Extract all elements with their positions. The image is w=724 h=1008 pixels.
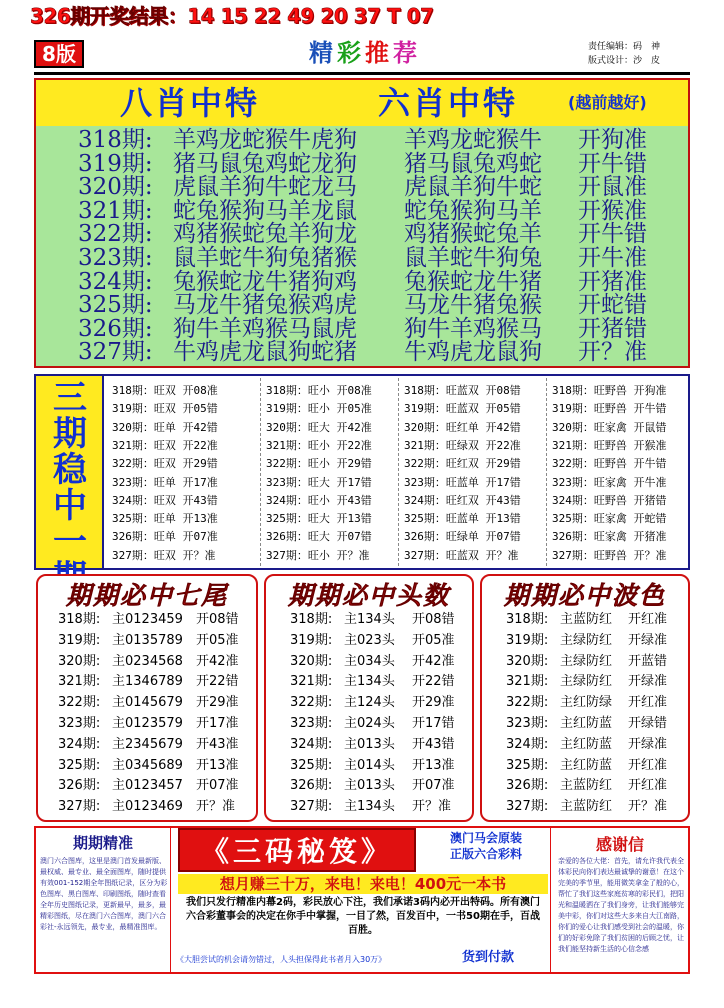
brand-char: 精: [309, 39, 337, 67]
three-period-row: 322期：旺小 开29错: [266, 457, 372, 471]
six-zodiac-pick: 马龙牛猪兔猴: [404, 292, 542, 319]
must-hit-title: 期期必中头数: [287, 581, 450, 610]
three-period-row: 325期：旺家禽 开蛇错: [552, 512, 667, 526]
pick-value: 主红防蓝: [560, 716, 613, 731]
three-period-row: 323期：旺单 开17准: [112, 475, 218, 489]
book-slogan: 想月赚三十万，来电！来电！400元一本书: [178, 874, 548, 894]
result-value: 开13准: [196, 757, 239, 773]
result-value: 开22错: [412, 674, 455, 690]
three-period-row: 325期：旺蓝单 开13错: [404, 512, 521, 526]
result-value: 开07准: [412, 778, 455, 794]
three-period-row: 326期：旺单 开07准: [112, 530, 218, 544]
pick-value: 主蓝防红: [560, 778, 613, 794]
eight-zodiac-pick: 牛鸡虎龙鼠狗蛇猪: [173, 339, 357, 366]
eight-zodiac-pick: 马龙牛猪兔猴鸡虎: [173, 292, 357, 319]
zodiac-result: 开猴准: [578, 197, 647, 224]
result-value: 开43准: [196, 736, 239, 752]
period-label: 323期:: [506, 716, 549, 731]
period-label: 319期:: [506, 632, 549, 648]
period-label: 325期:: [290, 757, 333, 773]
zodiac-result: 开蛇错: [578, 292, 647, 319]
draw-result-line: 326期开奖结果：14 15 22 49 20 37 T 07: [30, 4, 434, 28]
pick-value: 主034头: [344, 653, 395, 669]
three-period-row: 318期：旺野兽 开狗准: [552, 384, 667, 397]
period-label: 320期:: [290, 653, 333, 669]
pick-value: 主0234568: [112, 653, 183, 669]
pick-value: 主2345679: [112, 736, 183, 752]
period-label: 324期:: [506, 736, 549, 752]
pick-value: 主013头: [344, 778, 395, 794]
period-label: 321期:: [78, 197, 153, 224]
eight-zodiac-pick: 兔猴蛇龙牛猪狗鸡: [173, 268, 357, 295]
three-period-row: 326期：旺绿单 开07错: [404, 530, 521, 544]
period-label: 318期:: [78, 127, 153, 153]
result-value: 开42准: [412, 653, 455, 669]
period-label: 320期:: [78, 174, 153, 201]
zodiac-result: 开牛错: [578, 221, 647, 248]
footer-divider: [550, 828, 551, 972]
zodiac-result: 开猪错: [578, 315, 647, 342]
result-value: 开红准: [628, 778, 668, 794]
pick-value: 主134头: [344, 612, 395, 627]
period-label: 318期:: [506, 612, 549, 627]
result-value: 开43错: [412, 736, 455, 752]
pick-value: 主蓝防红: [560, 612, 613, 627]
period-label: 319期:: [58, 632, 101, 648]
result-value: 开29准: [412, 695, 455, 711]
three-period-row: 320期：旺家禽 开鼠错: [552, 420, 667, 434]
eight-zodiac-pick: 猪马鼠兔鸡蛇龙狗: [173, 150, 357, 177]
three-period-row: 323期：旺蓝单 开17错: [404, 475, 521, 489]
cash-on-delivery: 货到付款: [462, 950, 515, 965]
period-label: 321期:: [290, 674, 333, 690]
result-value: 开绿准: [628, 674, 668, 690]
title-char: 中: [53, 486, 87, 526]
six-zodiac-pick: 虎鼠羊狗牛蛇: [404, 174, 542, 201]
period-label: 327期:: [506, 799, 549, 815]
period-label: 325期:: [506, 757, 549, 773]
three-period-row: 319期：旺蓝双 开05错: [404, 402, 521, 416]
pick-value: 主014头: [344, 757, 395, 773]
pick-value: 主0123459: [112, 612, 183, 627]
three-period-row: 322期：旺红双 开29错: [404, 457, 521, 471]
eight-zodiac-pick: 鸡猪猴蛇兔羊狗龙: [173, 221, 357, 248]
pick-value: 主0135789: [112, 632, 183, 648]
result-value: 开08错: [196, 612, 239, 627]
period-label: 327期:: [290, 799, 333, 815]
period-label: 321期:: [58, 674, 101, 690]
result-value: 开13准: [412, 757, 455, 773]
period-label: 324期:: [78, 268, 153, 295]
book-title: 《三码秘笈》: [178, 828, 416, 872]
pick-value: 主红防蓝: [560, 736, 613, 752]
brand-char: 彩: [337, 39, 365, 67]
period-label: 326期:: [506, 778, 549, 794]
header-divider: [34, 72, 690, 75]
result-value: 开22错: [196, 674, 239, 690]
period-label: 320期:: [506, 653, 549, 669]
result-value: 开05准: [412, 632, 455, 648]
thanks-letter-title: 感谢信: [595, 835, 644, 854]
three-period-row: 318期：旺小 开08准: [266, 384, 372, 397]
six-zodiac-pick: 狗牛羊鸡猴马: [404, 315, 542, 342]
three-period-row: 318期：旺双 开08准: [112, 384, 218, 397]
column-divider: [260, 378, 261, 566]
result-value: 开绿准: [628, 632, 668, 648]
period-label: 320期:: [58, 653, 101, 669]
period-label: 322期:: [290, 695, 333, 711]
three-period-row: 318期：旺蓝双 开08错: [404, 384, 521, 397]
six-zodiac-pick: 鸡猪猴蛇兔羊: [404, 221, 542, 248]
three-period-row: 321期：旺野兽 开猴准: [552, 438, 667, 452]
book-subtitle-2: 正版六合彩料: [449, 847, 522, 861]
six-zodiac-pick: 蛇兔猴狗马羊: [404, 197, 542, 224]
title-char: 三: [53, 378, 87, 418]
three-period-row: 321期：旺绿双 开22准: [404, 438, 521, 452]
eight-zodiac-pick: 狗牛羊鸡猴马鼠虎: [173, 315, 357, 342]
six-zodiac-title: 六肖中特: [378, 84, 519, 122]
three-period-row: 321期：旺小 开22准: [266, 438, 372, 452]
result-value: 开绿错: [628, 716, 668, 731]
book-subtitle-1: 澳门马会原装: [449, 831, 522, 845]
pick-value: 主绿防红: [560, 653, 613, 669]
pick-value: 主134头: [344, 674, 395, 690]
zodiac-title-note: (越前越好): [568, 93, 647, 112]
pick-value: 主绿防红: [560, 674, 613, 690]
three-period-row: 322期：旺野兽 开牛错: [552, 457, 667, 471]
period-label: 327期:: [78, 339, 153, 366]
result-value: 开红准: [628, 612, 668, 627]
period-label: 322期:: [78, 221, 153, 248]
title-char: 一: [53, 522, 87, 562]
title-char: 期: [53, 414, 87, 454]
period-label: 318期:: [58, 612, 101, 627]
period-label: 321期:: [506, 674, 549, 690]
three-period-row: 327期：旺双 开？准: [112, 548, 216, 562]
period-label: 325期:: [58, 757, 101, 773]
result-value: 开？准: [628, 799, 668, 815]
eight-zodiac-pick: 羊鸡龙蛇猴牛虎狗: [173, 127, 357, 153]
eight-zodiac-pick: 虎鼠羊狗牛蛇龙马: [173, 174, 357, 201]
period-label: 324期:: [290, 736, 333, 752]
six-zodiac-pick: 兔猴蛇龙牛猪: [404, 268, 542, 295]
result-value: 开08错: [412, 612, 455, 627]
zodiac-result: 开鼠准: [578, 174, 647, 201]
period-label: 322期:: [58, 695, 101, 711]
pick-value: 主0123579: [112, 716, 183, 731]
footer-left-title: 期期精准: [72, 834, 133, 852]
period-label: 327期:: [58, 799, 101, 815]
result-value: 开42准: [196, 653, 239, 669]
page-badge: 8版: [34, 40, 84, 68]
book-note: 《大胆尝试的机会请勿错过，人头担保得此书者月入30万》: [176, 955, 387, 964]
three-period-row: 319期：旺双 开05错: [112, 402, 218, 416]
three-period-row: 319期：旺野兽 开牛错: [552, 402, 667, 416]
pick-value: 主0145679: [112, 695, 183, 711]
pick-value: 主013头: [344, 736, 395, 752]
pick-value: 主绿防红: [560, 632, 613, 648]
period-label: 324期:: [58, 736, 101, 752]
pick-value: 主红防绿: [560, 695, 613, 711]
period-label: 319期:: [78, 150, 153, 177]
brand-char: 荐: [393, 39, 421, 67]
zodiac-result: 开牛错: [578, 150, 647, 177]
three-period-row: 327期：旺蓝双 开？准: [404, 548, 519, 562]
pick-value: 主0123469: [112, 799, 183, 815]
eight-zodiac-pick: 蛇兔猴狗马羊龙鼠: [173, 197, 357, 224]
thanks-letter-text: 亲爱的各位大佬：首先，请允许我代表全体彩民向你们表达最诚挚的谢意！在这个完美的季节里，能用微笑拿金了般的心，帮忙了我们这些家庭贫寒的彩民们，把阳光和温暖洒在了我们身旁，让我们能够完美中彩，你们对这些大多来自大江南路，你们的爱心让我们感受到社会的温暖，你们的好彩免除了我们贫困的后顾之忧，让我们能坚持新生活的心信念感: [558, 857, 684, 953]
zodiac-result: 开牛准: [578, 245, 647, 271]
period-label: 326期:: [58, 778, 101, 794]
pick-value: 主134头: [344, 799, 395, 815]
pick-value: 主124头: [344, 695, 395, 711]
period-label: 323期:: [58, 716, 101, 731]
editor-credits: [588, 40, 698, 68]
pick-value: 主蓝防红: [560, 799, 613, 815]
result-value: 开05准: [196, 632, 239, 648]
column-divider: [546, 378, 547, 566]
three-period-row: 326期：旺家禽 开猪准: [552, 530, 667, 544]
three-period-row: 325期：旺单 开13准: [112, 512, 218, 526]
three-period-row: 324期：旺双 开43错: [112, 493, 218, 507]
six-zodiac-pick: 猪马鼠兔鸡蛇: [404, 150, 542, 177]
three-period-row: 322期：旺双 开29错: [112, 457, 218, 471]
title-char: 稳: [53, 450, 87, 490]
three-period-row: 319期：旺小 开05准: [266, 402, 372, 416]
three-period-row: 326期：旺大 开07错: [266, 530, 372, 544]
pick-value: 主红防蓝: [560, 757, 613, 773]
three-period-row: 320期：旺红单 开42错: [404, 420, 521, 434]
three-period-row: 320期：旺单 开42错: [112, 420, 218, 434]
must-hit-title: 期期必中波色: [503, 581, 666, 610]
period-label: 323期:: [290, 716, 333, 731]
result-value: 开？准: [196, 799, 236, 815]
result-value: 开17准: [196, 716, 239, 731]
three-period-row: 324期：旺红双 开43错: [404, 493, 521, 507]
brand-title: [250, 36, 480, 70]
pick-value: 主024头: [344, 716, 395, 731]
result-value: 开红准: [628, 757, 668, 773]
three-period-row: 325期：旺大 开13错: [266, 512, 372, 526]
three-period-title: [36, 380, 104, 596]
result-value: 开07准: [196, 778, 239, 794]
period-label: 318期:: [290, 612, 333, 627]
period-label: 325期:: [78, 292, 153, 319]
result-value: 开17错: [412, 716, 455, 731]
pick-value: 主1346789: [112, 674, 183, 690]
three-period-row: 327期：旺野兽 开？准: [552, 548, 667, 562]
three-period-row: 324期：旺野兽 开猪错: [552, 493, 667, 507]
three-period-row: 323期：旺大 开17错: [266, 475, 372, 489]
pick-value: 主023头: [344, 632, 395, 648]
must-hit-title: 期期必中七尾: [65, 581, 228, 610]
footer-divider: [170, 828, 171, 972]
zodiac-result: 开猪准: [578, 268, 647, 295]
period-label: 323期:: [78, 245, 153, 271]
three-period-row: 320期：旺大 开42准: [266, 420, 372, 434]
period-label: 326期:: [78, 315, 153, 342]
eight-zodiac-pick: 鼠羊蛇牛狗兔猪猴: [173, 245, 357, 271]
pick-value: 主0345689: [112, 757, 183, 773]
three-period-row: 321期：旺双 开22准: [112, 438, 218, 452]
period-label: 319期:: [290, 632, 333, 648]
eight-zodiac-title: 八肖中特: [120, 84, 261, 122]
result-value: 开绿准: [628, 736, 668, 752]
period-label: 326期:: [290, 778, 333, 794]
six-zodiac-pick: 羊鸡龙蛇猴牛: [404, 127, 542, 153]
three-period-row: 327期：旺小 开？准: [266, 548, 370, 562]
zodiac-result: 开狗准: [578, 127, 647, 153]
editor-line: 责任编辑：码 神: [588, 42, 661, 52]
brand-char: 推: [365, 39, 393, 67]
column-divider: [398, 378, 399, 566]
zodiac-result: 开？准: [578, 339, 647, 366]
three-period-row: 324期：旺小 开43错: [266, 493, 372, 507]
result-value: 开蓝错: [628, 653, 668, 669]
result-value: 开29准: [196, 695, 239, 711]
result-value: 开？准: [412, 799, 452, 815]
footer-left-text: 澳门六合图库，这里是澳门首发最新版、最权威、最专业、最全面图库，随时提供有效001-152期全年图纸记录，区分为彩色图库、黑白图库、印刷图纸，随时查看全年历史图纸记录，更新最早，最多，最精彩图纸，尽在澳门六合图库，澳门六合彩社-永远领先，最专业，最精准图库。: [40, 857, 168, 931]
three-period-row: 323期：旺家禽 开牛准: [552, 475, 667, 489]
designer-line: 版式设计：沙 皮: [588, 56, 661, 66]
result-value: 开红准: [628, 695, 668, 711]
six-zodiac-pick: 鼠羊蛇牛狗兔: [404, 245, 542, 271]
pick-value: 主0123457: [112, 778, 183, 794]
six-zodiac-pick: 牛鸡虎龙鼠狗: [404, 339, 542, 366]
book-description: 我们只发行精准内幕2码，彩民放心下注，我们承诺3码内必开出特码。所有澳门六合彩董事会的决定在你手中掌握，一目了然，百发百中，一书50期在手，百战百胜。: [186, 897, 540, 936]
period-label: 322期:: [506, 695, 549, 711]
